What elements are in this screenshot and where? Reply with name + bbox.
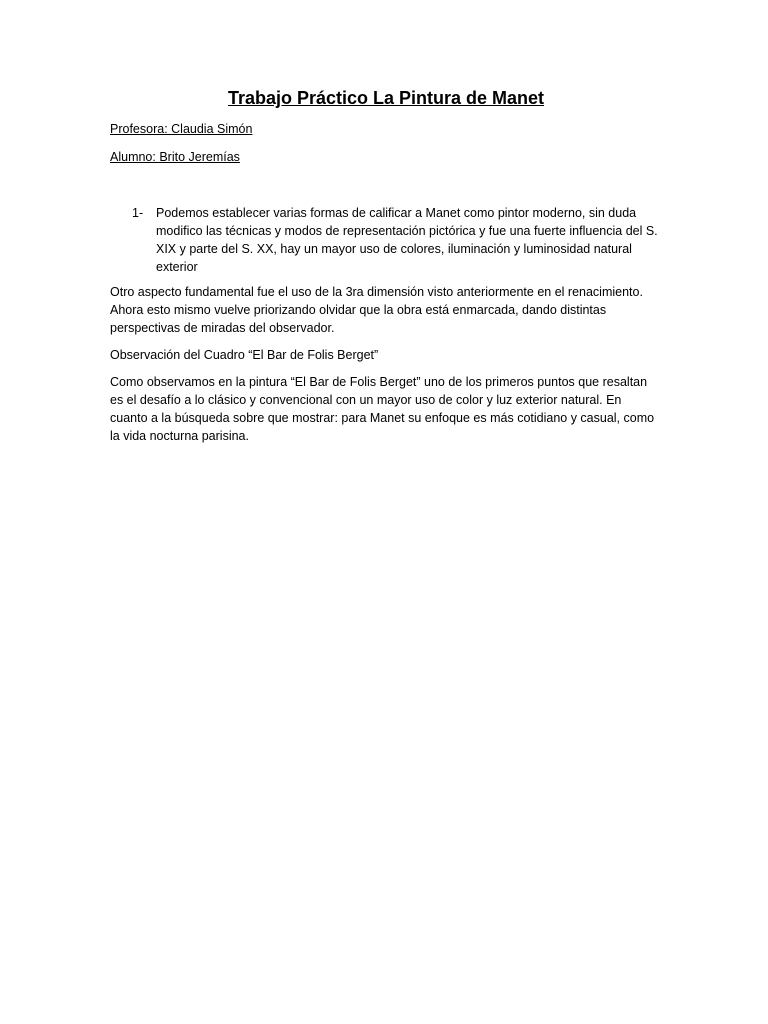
professor-line: Profesora: Claudia Simón bbox=[110, 122, 253, 136]
paragraph-observation-heading: Observación del Cuadro “El Bar de Folis Berget” bbox=[110, 348, 379, 362]
list-item bbox=[110, 204, 662, 276]
student-line: Alumno: Brito Jeremías bbox=[110, 150, 240, 164]
paragraph-observation: Como observamos en la pintura “El Bar de Folis Berget” uno de los primeros puntos que resaltan es el desafío a lo clásico y convencional con un mayor uso de color y luz exterior natural. En cuanto a la búsqueda sobre que mostrar: para Manet su enfoque es más cotidiano y casual, como la vida nocturna parisina. bbox=[110, 375, 655, 443]
paragraph-third-dimension: Otro aspecto fundamental fue el uso de la 3ra dimensión visto anteriormente en el renacimiento. Ahora esto mismo vuelve priorizando olvidar que la obra está enmarcada, dando distintas perspectivas de miradas del observador. bbox=[110, 285, 643, 335]
spacer bbox=[110, 177, 662, 204]
list-number: 1- bbox=[132, 206, 144, 220]
document-body bbox=[110, 86, 662, 454]
list-text: Podemos establecer varias formas de calificar a Manet como pintor moderno, sin duda modifico las técnicas y modos de representación pictórica y fue una fuerte influencia del S. XIX y parte del S. XX, hay un mayor uso de colores, iluminación y luminosidad natural exterior bbox=[156, 206, 658, 274]
document-title: Trabajo Práctico La Pintura de Manet bbox=[227, 88, 545, 108]
